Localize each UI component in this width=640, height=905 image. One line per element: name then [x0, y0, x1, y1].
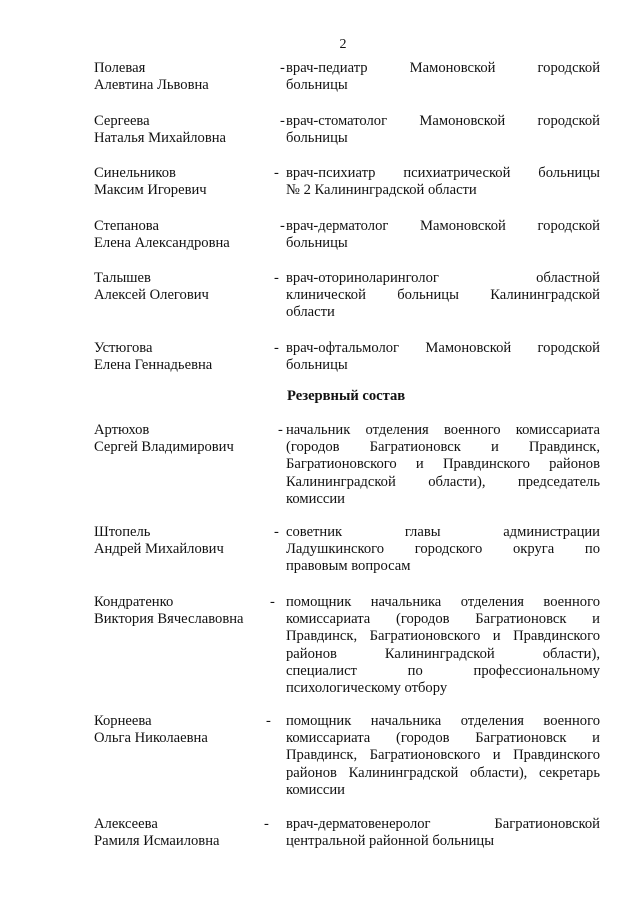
- member-position: [286, 218, 600, 252]
- section-title: Резервный состав: [287, 388, 406, 404]
- position-line: начальник отделения военного комиссариата: [286, 422, 600, 438]
- position-line: № 2 Калининградской области: [286, 182, 477, 199]
- page-number: 2: [339, 37, 347, 52]
- dash-separator: -: [274, 340, 279, 356]
- member-surname: Алексеева: [94, 816, 158, 832]
- dash-separator: -: [264, 816, 269, 832]
- member-position: [286, 270, 600, 322]
- position-line: больницы: [286, 130, 348, 147]
- member-name: [94, 113, 274, 147]
- member-position: [286, 713, 600, 799]
- position-line: помощник начальника отделения военного: [286, 713, 600, 729]
- position-line: больницы: [286, 235, 348, 252]
- member-given-names: Рамиля Исмаиловна: [94, 833, 220, 850]
- position-line: Правдинск, Багратионовского и Правдинского: [286, 628, 600, 645]
- position-line: врач-дерматовенеролог Багратионовской: [286, 816, 600, 832]
- position-line: врач-оториноларинголог областной: [286, 270, 600, 286]
- position-line: специалист по профессиональному: [286, 662, 600, 679]
- member-name: [94, 816, 274, 850]
- member-surname: Талышев: [94, 270, 151, 286]
- dash-separator: -: [270, 594, 275, 610]
- member-surname: Корнеева: [94, 713, 152, 729]
- member-position: [286, 340, 600, 374]
- position-line: клинической больницы Калининградской: [286, 287, 600, 304]
- dash-separator: -: [280, 60, 285, 76]
- position-line: центральной районной больницы: [286, 833, 495, 850]
- position-line: Ладушкинского городского округа по: [286, 541, 600, 558]
- position-line: области: [286, 304, 335, 321]
- member-name: [94, 270, 274, 304]
- position-line: районов Калининградской области),: [286, 645, 600, 662]
- member-name: [94, 218, 274, 252]
- member-position: [286, 422, 600, 508]
- member-given-names: Ольга Николаевна: [94, 730, 208, 747]
- member-name: [94, 60, 274, 94]
- position-line: (городов Багратионовск и Правдинск,: [286, 439, 600, 456]
- position-line: комиссариата (городов Багратионовск и: [286, 611, 600, 628]
- member-surname: Синельников: [94, 165, 176, 181]
- position-line: помощник начальника отделения военного: [286, 594, 600, 610]
- member-given-names: Максим Игоревич: [94, 182, 207, 199]
- position-line: врач-психиатр психиатрической больницы: [286, 165, 600, 181]
- dash-separator: -: [278, 422, 283, 438]
- dash-separator: -: [274, 270, 279, 286]
- member-given-names: Алексей Олегович: [94, 287, 209, 304]
- position-line: Калининградской области), председатель: [286, 473, 600, 490]
- position-line: правовым вопросам: [286, 558, 411, 575]
- member-surname: Степанова: [94, 218, 159, 234]
- position-line: комиссариата (городов Багратионовск и: [286, 730, 600, 747]
- position-line: врач-дерматолог Мамоновской городской: [286, 218, 600, 234]
- dash-separator: -: [266, 713, 271, 729]
- dash-separator: -: [274, 524, 279, 540]
- member-surname: Устюгова: [94, 340, 153, 356]
- position-line: психологическому отбору: [286, 680, 448, 697]
- member-position: [286, 165, 600, 199]
- member-name: [94, 594, 274, 628]
- position-line: врач-офтальмолог Мамоновской городской: [286, 340, 600, 356]
- member-given-names: Алевтина Львовна: [94, 77, 209, 94]
- member-position: [286, 594, 600, 697]
- member-given-names: Елена Александровна: [94, 235, 230, 252]
- member-surname: Сергеева: [94, 113, 150, 129]
- member-surname: Штопель: [94, 524, 151, 540]
- position-line: больницы: [286, 357, 348, 374]
- position-line: комиссии: [286, 490, 345, 507]
- position-line: Правдинск, Багратионовского и Правдинского: [286, 747, 600, 764]
- position-line: Багратионовского и Правдинского районов: [286, 456, 600, 473]
- member-position: [286, 113, 600, 147]
- position-line: комиссии: [286, 781, 345, 798]
- member-surname: Полевая: [94, 60, 146, 76]
- member-name: [94, 713, 274, 747]
- member-name: [94, 524, 274, 558]
- member-given-names: Андрей Михайлович: [94, 541, 224, 558]
- member-position: [286, 816, 600, 850]
- position-line: врач-педиатр Мамоновской городской: [286, 60, 600, 76]
- member-surname: Кондратенко: [94, 594, 174, 610]
- member-name: [94, 422, 274, 456]
- position-line: советник главы администрации: [286, 524, 600, 540]
- member-given-names: Наталья Михайловна: [94, 130, 227, 147]
- member-name: [94, 165, 274, 199]
- dash-separator: -: [280, 113, 285, 129]
- member-given-names: Елена Геннадьевна: [94, 357, 213, 374]
- position-line: врач-стоматолог Мамоновской городской: [286, 113, 600, 129]
- dash-separator: -: [274, 165, 279, 181]
- dash-separator: -: [280, 218, 285, 234]
- member-surname: Артюхов: [94, 422, 150, 438]
- member-position: [286, 60, 600, 94]
- member-given-names: Виктория Вячеславовна: [94, 611, 244, 628]
- member-name: [94, 340, 274, 374]
- position-line: районов Калининградской области), секретарь: [286, 764, 600, 781]
- member-position: [286, 524, 600, 576]
- member-given-names: Сергей Владимирович: [94, 439, 234, 456]
- position-line: больницы: [286, 77, 348, 94]
